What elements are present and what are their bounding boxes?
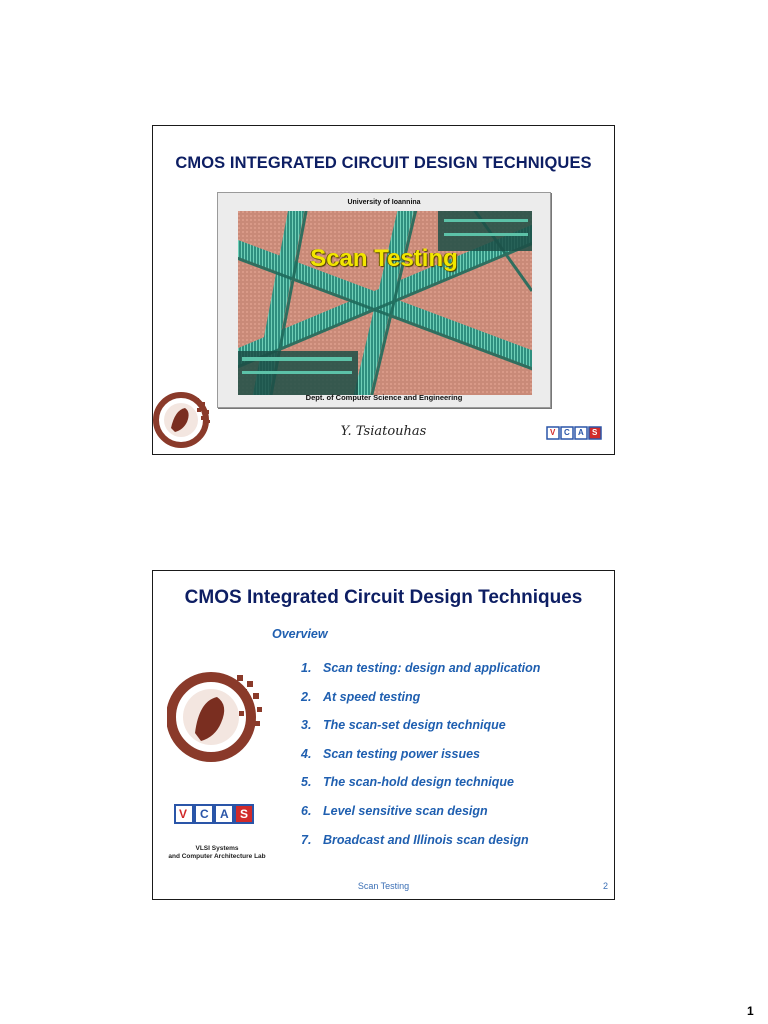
list-item: 5. The scan-hold design technique — [301, 775, 514, 790]
title-slide — [152, 125, 615, 455]
vcas-logo-letters: V C A S — [550, 428, 598, 437]
list-item: 2. At speed testing — [301, 689, 421, 704]
chip-photo-frame — [217, 192, 551, 408]
chip-micrograph-image — [238, 211, 532, 395]
list-item: 7. Broadcast and Illinois scan design — [301, 832, 529, 847]
lab-name: VLSI Systems and Computer Architecture Lab — [168, 845, 266, 860]
page-number: 1 — [747, 1004, 754, 1018]
slide-title: CMOS INTEGRATED CIRCUIT DESIGN TECHNIQUES — [175, 154, 592, 172]
list-item: 6. Level sensitive scan design — [301, 803, 488, 818]
overview-heading: Overview — [272, 627, 328, 641]
slide-number: 2 — [602, 881, 608, 891]
university-label: University of Ioannina — [347, 199, 421, 206]
university-seal-icon — [167, 653, 267, 773]
overview-slide — [152, 570, 615, 900]
slide-title: CMOS Integrated Circuit Design Techniques — [184, 587, 583, 608]
author-name: Y. Tsiatouhas — [340, 424, 427, 439]
overview-list — [301, 661, 540, 861]
vcas-logo-letters: V C A S — [179, 807, 249, 821]
scan-testing-heading: Scan Testing — [310, 245, 458, 272]
university-seal-icon — [153, 388, 213, 448]
slide-footer: Scan Testing — [357, 881, 410, 891]
list-item: 3. The scan-set design technique — [301, 718, 506, 733]
list-item: 1. Scan testing: design and application — [301, 661, 541, 675]
department-label: Dept. of Computer Science and Engineering — [305, 393, 463, 402]
list-item: 4. Scan testing power issues — [301, 746, 480, 761]
